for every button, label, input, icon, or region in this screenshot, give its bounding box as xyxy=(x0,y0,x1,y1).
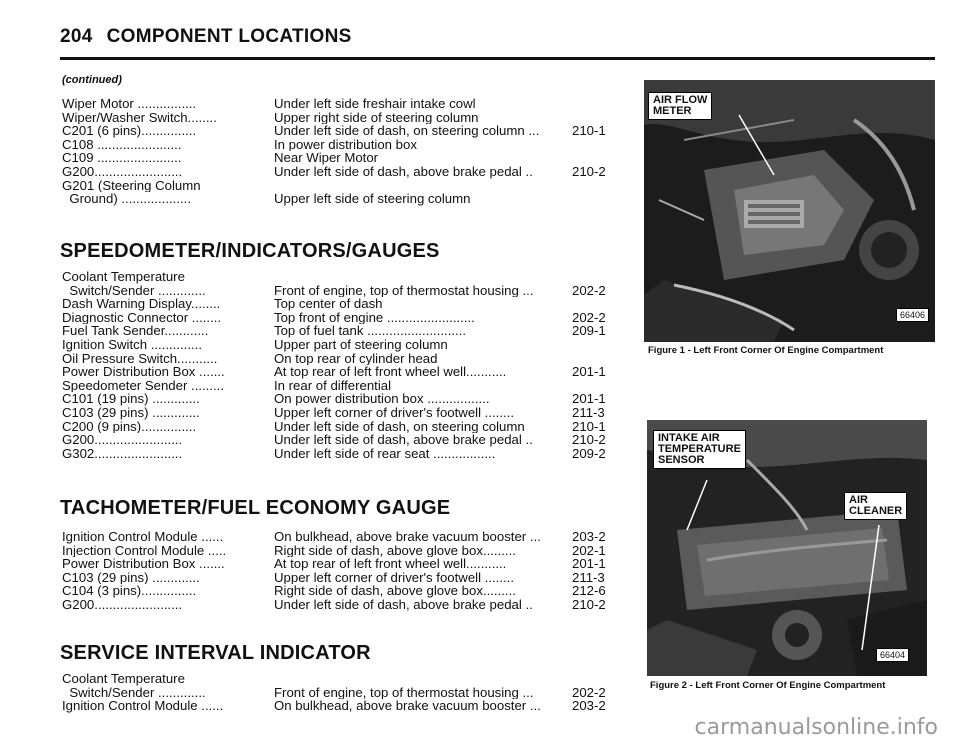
list-item xyxy=(62,406,622,420)
item-name: Power Distribution Box ....... xyxy=(62,365,225,379)
item-name: C109 ....................... xyxy=(62,151,182,165)
item-name: Injection Control Module ..... xyxy=(62,543,227,558)
item-ref xyxy=(564,672,622,686)
item-ref: 210-2 xyxy=(572,432,606,448)
speedometer-list xyxy=(62,270,622,460)
item-location: On power distribution box ................. xyxy=(274,392,490,406)
list-item xyxy=(62,584,622,598)
item-location: On top rear of cylinder head xyxy=(274,351,438,366)
item-ref xyxy=(564,179,622,193)
item-location: Upper left side of steering column xyxy=(274,192,471,206)
item-ref xyxy=(564,192,622,206)
item-name: C201 (6 pins)............... xyxy=(62,124,197,138)
item-location xyxy=(274,672,564,686)
item-location: Under left side of dash, above brake pedal .. xyxy=(274,597,533,612)
item-name: Dash Warning Display........ xyxy=(62,297,221,311)
item-name: Ground) ................... xyxy=(62,192,191,206)
list-item xyxy=(62,192,622,206)
list-item xyxy=(62,179,622,193)
list-item xyxy=(62,420,622,434)
item-ref xyxy=(564,338,622,352)
item-ref: 212-6 xyxy=(572,583,606,599)
item-location xyxy=(274,270,564,284)
item-location: Under left side of dash, above brake pedal .. xyxy=(274,433,533,447)
item-ref: 201-1 xyxy=(572,391,606,407)
item-name: C103 (29 pins) ............. xyxy=(62,405,200,420)
page-header xyxy=(60,26,935,48)
item-ref: 201-1 xyxy=(572,364,606,380)
item-location: At top rear of left front wheel well........... xyxy=(274,365,507,379)
item-name: Ignition Control Module ...... xyxy=(62,530,224,544)
item-location: Upper left corner of driver's footwell ........ xyxy=(274,570,514,585)
item-ref: 203-2 xyxy=(572,529,606,544)
item-location xyxy=(274,179,564,193)
item-name: C103 (29 pins) ............. xyxy=(62,570,200,585)
page-title: COMPONENT LOCATIONS xyxy=(106,26,352,47)
list-item xyxy=(62,433,622,447)
item-location: Front of engine, top of thermostat housing ... xyxy=(274,685,534,700)
item-name: Power Distribution Box ....... xyxy=(62,557,225,571)
item-ref xyxy=(564,138,622,152)
item-ref xyxy=(564,379,622,393)
item-ref: 201-1 xyxy=(572,556,606,572)
item-name: C200 (9 pins)............... xyxy=(62,419,197,434)
item-name: Coolant Temperature xyxy=(62,270,185,284)
list-item xyxy=(62,151,622,165)
item-location: Right side of dash, above glove box......... xyxy=(274,584,516,598)
item-ref: 210-2 xyxy=(572,596,606,612)
item-location: Right side of dash, above glove box......... xyxy=(274,543,516,558)
item-location: Front of engine, top of thermostat housing ... xyxy=(274,283,534,298)
item-name: G302........................ xyxy=(62,446,183,461)
item-ref: 202-2 xyxy=(572,282,606,298)
item-location: Upper left corner of driver's footwell ........ xyxy=(274,405,514,420)
item-ref: 210-1 xyxy=(572,123,606,139)
item-ref: 210-2 xyxy=(572,163,606,179)
item-location: Under left side of dash, on steering column xyxy=(274,419,525,434)
list-item xyxy=(62,571,622,585)
item-ref: 202-2 xyxy=(572,309,606,325)
item-name: Switch/Sender ............. xyxy=(62,283,206,298)
item-ref: 202-1 xyxy=(572,542,606,558)
item-location: On bulkhead, above brake vacuum booster ... xyxy=(274,530,541,544)
list-item xyxy=(62,686,622,700)
figure-2-caption: Figure 2 - Left Front Corner Of Engine Compartment xyxy=(650,680,886,691)
air-cleaner-callout: AIR CLEANER xyxy=(844,492,907,520)
photo-number: 66404 xyxy=(876,648,909,662)
item-ref xyxy=(564,297,622,311)
item-location: Under left side of dash, on steering column ... xyxy=(274,124,540,138)
list-item xyxy=(62,379,622,393)
item-name: G201 (Steering Column xyxy=(62,178,201,193)
item-ref xyxy=(564,352,622,366)
service-interval-list xyxy=(62,672,622,713)
list-item xyxy=(62,352,622,366)
list-item xyxy=(62,598,622,612)
item-location: In power distribution box xyxy=(274,137,417,152)
item-location: On bulkhead, above brake vacuum booster ... xyxy=(274,699,541,713)
list-item xyxy=(62,557,622,571)
item-location: At top rear of left front wheel well........... xyxy=(274,557,507,571)
item-name: Fuel Tank Sender............ xyxy=(62,324,209,338)
list-item xyxy=(62,97,622,111)
figure-1-caption: Figure 1 - Left Front Corner Of Engine Compartment xyxy=(648,345,884,356)
list-item xyxy=(62,392,622,406)
list-item xyxy=(62,338,622,352)
air-flow-meter-callout: AIR FLOW METER xyxy=(648,92,712,120)
item-location: Near Wiper Motor xyxy=(274,151,379,165)
list-item xyxy=(62,544,622,558)
item-name: C108 ....................... xyxy=(62,137,182,152)
item-name: Speedometer Sender ......... xyxy=(62,378,225,393)
item-location: Under left side of rear seat ................. xyxy=(274,446,496,461)
photo-number: 66406 xyxy=(896,308,929,322)
engine-photo-1 xyxy=(644,80,935,342)
list-item xyxy=(62,699,622,713)
item-name: Diagnostic Connector ........ xyxy=(62,310,222,325)
item-location: Upper right side of steering column xyxy=(274,110,479,125)
item-ref: 210-1 xyxy=(572,418,606,434)
item-name: Coolant Temperature xyxy=(62,672,185,686)
item-ref: 209-2 xyxy=(572,445,606,461)
list-item xyxy=(62,324,622,338)
section-heading-service-interval: SERVICE INTERVAL INDICATOR xyxy=(60,642,371,664)
list-item xyxy=(62,284,622,298)
list-item xyxy=(62,138,622,152)
item-name: Wiper Motor ................ xyxy=(62,97,197,111)
item-ref: 203-2 xyxy=(572,698,606,714)
item-ref xyxy=(564,97,622,111)
item-location: Top center of dash xyxy=(274,297,383,311)
list-item xyxy=(62,111,622,125)
item-location: In rear of differential xyxy=(274,378,392,393)
item-ref: 211-3 xyxy=(572,569,605,585)
continued-label: (continued) xyxy=(62,74,122,86)
item-name: Oil Pressure Switch........... xyxy=(62,351,218,366)
engine-photo-2 xyxy=(647,420,927,676)
item-location: Under left side of dash, above brake pedal .. xyxy=(274,164,533,179)
item-name: Wiper/Washer Switch........ xyxy=(62,110,217,125)
list-item xyxy=(62,124,622,138)
intake-air-temperature-sensor-callout: INTAKE AIR TEMPERATURE SENSOR xyxy=(653,430,746,469)
item-ref xyxy=(564,151,622,165)
item-name: G200........................ xyxy=(62,433,183,447)
list-item xyxy=(62,165,622,179)
item-name: G200........................ xyxy=(62,597,183,612)
watermark: carmanualsonline.info xyxy=(694,715,938,740)
list-item xyxy=(62,365,622,379)
continued-list xyxy=(62,97,622,206)
item-ref: 211-3 xyxy=(572,404,605,420)
item-ref xyxy=(564,111,622,125)
list-item xyxy=(62,270,622,284)
item-ref: 202-2 xyxy=(572,684,606,700)
list-item xyxy=(62,530,622,544)
item-name: Ignition Switch .............. xyxy=(62,337,202,352)
list-item xyxy=(62,672,622,686)
item-location: Upper part of steering column xyxy=(274,337,448,352)
item-name: Switch/Sender ............. xyxy=(62,685,206,700)
section-heading-tachometer: TACHOMETER/FUEL ECONOMY GAUGE xyxy=(60,497,451,519)
section-heading-speedometer: SPEEDOMETER/INDICATORS/GAUGES xyxy=(60,240,440,262)
list-item xyxy=(62,297,622,311)
item-name: G200........................ xyxy=(62,164,183,179)
item-ref: 209-1 xyxy=(572,323,606,339)
item-name: C101 (19 pins) ............. xyxy=(62,392,200,406)
list-item xyxy=(62,447,622,461)
item-name: C104 (3 pins)............... xyxy=(62,584,197,598)
tachometer-list xyxy=(62,530,622,612)
header-rule xyxy=(60,57,935,60)
page-number: 204 xyxy=(60,26,93,47)
item-name: Ignition Control Module ...... xyxy=(62,699,224,713)
item-ref xyxy=(564,270,622,284)
item-location: Top front of engine ........................ xyxy=(274,310,475,325)
item-location: Under left side freshair intake cowl xyxy=(274,97,476,111)
item-location: Top of fuel tank ........................... xyxy=(274,324,467,338)
list-item xyxy=(62,311,622,325)
